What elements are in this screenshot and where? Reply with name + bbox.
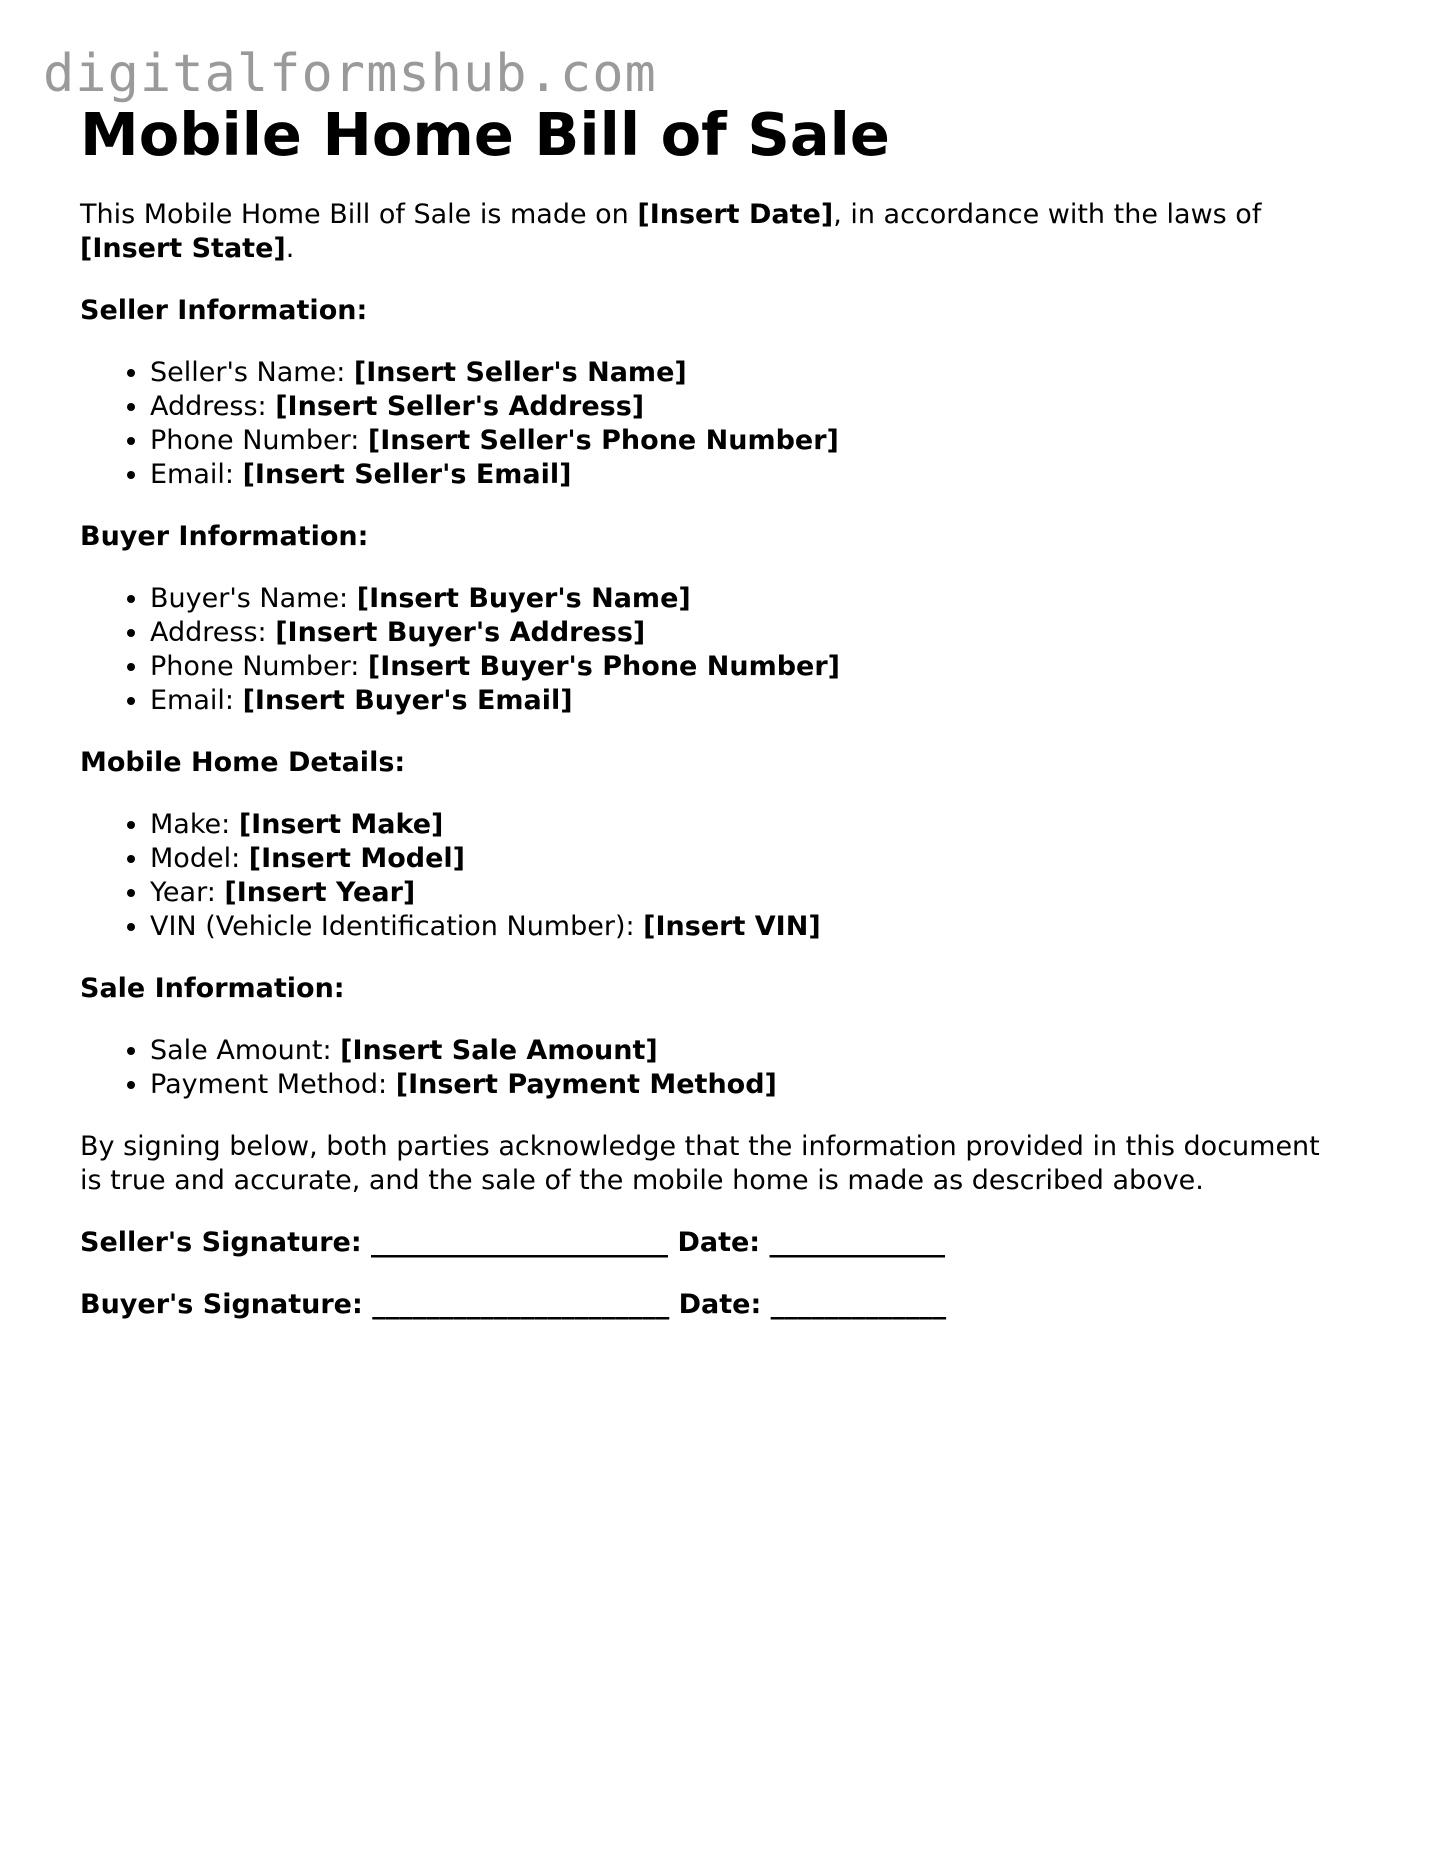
date-placeholder: [Insert Date] [637,199,834,230]
intro-prefix: This Mobile Home Bill of Sale is made on [80,199,638,230]
field-label: Address: [150,391,276,422]
acknowledgment-paragraph: By signing below, both parties acknowledge that the information provided in this document is true and accurate, and the sale of the mobile home is made as described above. [80,1131,1320,1196]
field-label: Email: [150,685,243,716]
list-item [150,458,1340,492]
field-value: [Insert Buyer's Address] [275,617,646,648]
field-value: [Insert Make] [238,809,444,840]
field-value: [Insert Payment Method] [395,1069,777,1100]
field-value: [Insert Model] [248,843,466,874]
document-body [80,98,1340,1322]
field-label: Buyer's Name: [150,583,357,614]
field-label: Year: [150,877,225,908]
list-item [150,424,1340,458]
field-value: [Insert Buyer's Email] [242,685,573,716]
list-item [150,808,1340,842]
field-label: Phone Number: [150,425,368,456]
list-item [150,650,1340,684]
field-label: Email: [150,459,243,490]
field-value: [Insert Year] [224,877,416,908]
buyer-signature-line: Buyer's Signature: ______________________ Date: _____________ [80,1289,947,1320]
sale-section-title: Sale Information: [80,973,345,1004]
document-title: Mobile Home Bill of Sale [80,100,890,169]
field-value: [Insert Sale Amount] [340,1035,658,1066]
field-value: [Insert Seller's Address] [275,391,645,422]
list-item [150,876,1340,910]
field-label: Payment Method: [150,1069,396,1100]
list-item [150,1034,1340,1068]
buyer-info-list [80,582,1340,718]
field-label: Model: [150,843,249,874]
field-value: [Insert Buyer's Name] [356,583,691,614]
field-label: Seller's Name: [150,357,354,388]
seller-signature-line: Seller's Signature: ______________________ Date: _____________ [80,1227,946,1258]
field-value: [Insert Seller's Email] [242,459,572,490]
buyer-section-title: Buyer Information: [80,521,369,552]
list-item [150,684,1340,718]
field-label: VIN (Vehicle Identification Number): [150,911,644,942]
seller-section-title: Seller Information: [80,295,368,326]
field-value: [Insert Seller's Phone Number] [367,425,839,456]
list-item [150,842,1340,876]
intro-suffix: . [285,233,295,264]
state-placeholder: [Insert State] [80,233,286,264]
home-section-title: Mobile Home Details: [80,747,406,778]
field-value: [Insert Seller's Name] [353,357,687,388]
list-item [150,616,1340,650]
sale-info-list [80,1034,1340,1102]
list-item [150,1068,1340,1102]
field-label: Address: [150,617,276,648]
watermark: digitalformshub.com [43,44,657,104]
intro-middle: , in accordance with the laws of [833,199,1262,230]
field-value: [Insert Buyer's Phone Number] [367,651,841,682]
list-item [150,582,1340,616]
list-item [150,356,1340,390]
field-label: Phone Number: [150,651,368,682]
field-label: Sale Amount: [150,1035,341,1066]
field-value: [Insert VIN] [643,911,821,942]
list-item [150,910,1340,944]
list-item [150,390,1340,424]
field-label: Make: [150,809,239,840]
intro-paragraph [80,198,1340,266]
home-details-list [80,808,1340,944]
seller-info-list [80,356,1340,492]
